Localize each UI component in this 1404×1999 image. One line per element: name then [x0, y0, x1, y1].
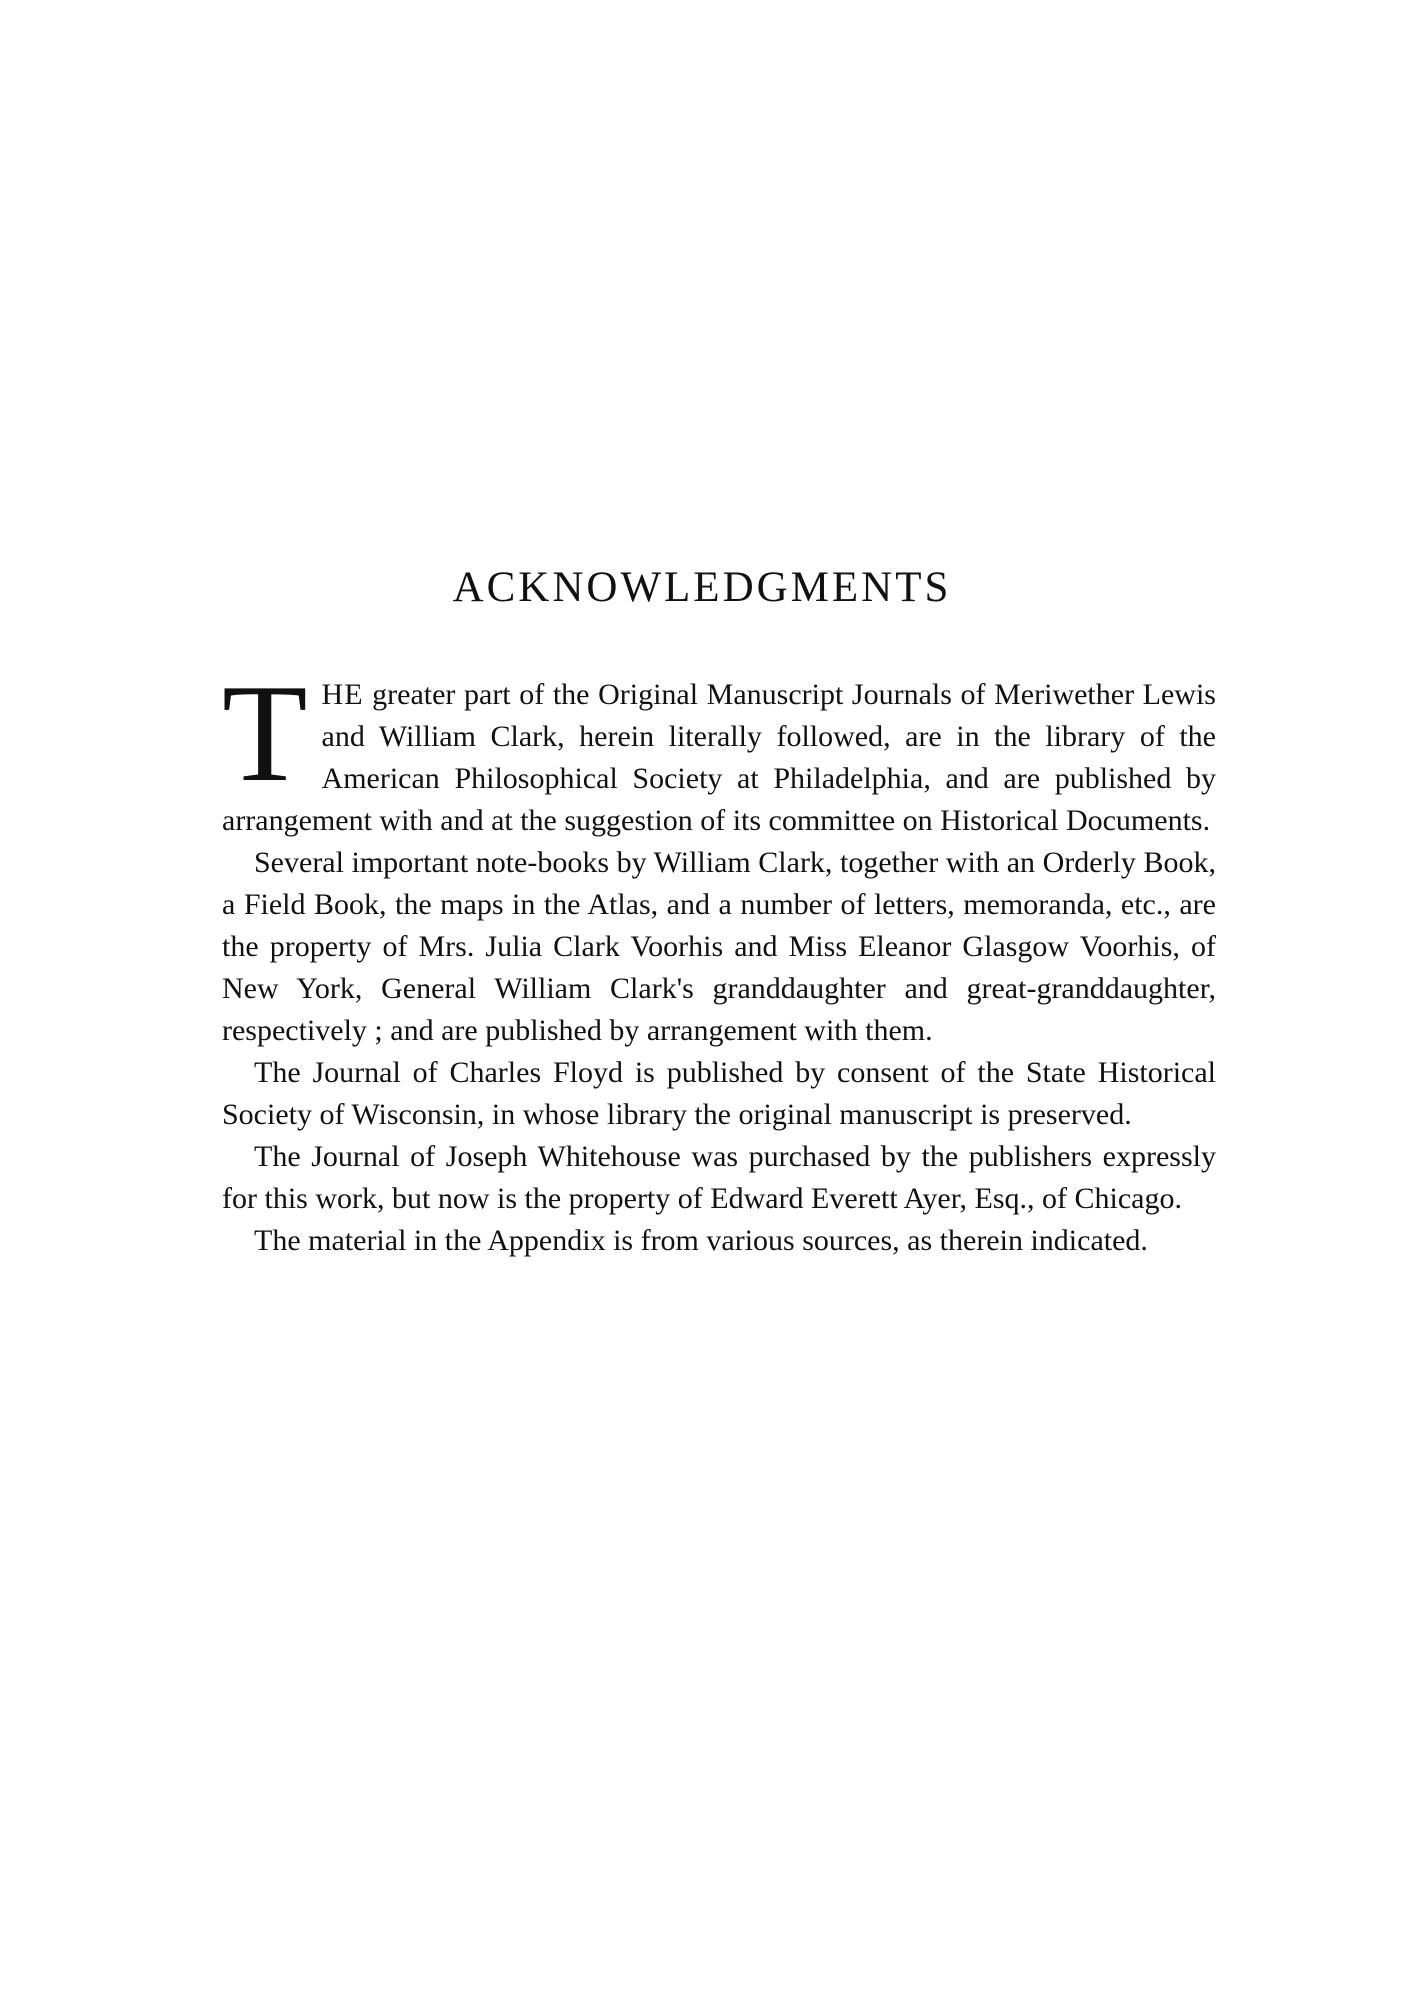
- acknowledgments-body: [222, 656, 1216, 1262]
- drop-cap: T: [222, 656, 308, 811]
- page-title: ACKNOWLEDGMENTS: [452, 564, 952, 611]
- paragraph-text: greater part of the Original Manuscript Journals of Meriwether Lewis and William Clark, herein literally followed, are in the library of the American Philosophical Society at Philadelphia, and are published by arrangement with and at the suggestion of its committee on Historical Documents.: [222, 678, 1216, 837]
- paragraph-4: The Journal of Joseph Whitehouse was purchased by the publishers expressly for this work, but now is the property of Edward Everett Ayer, Esq., of Chicago.: [222, 1140, 1216, 1215]
- paragraph-lead: HE: [321, 678, 364, 711]
- paragraph-2: Several important note-books by William Clark, together with an Orderly Book, a Field Book, the maps in the Atlas, and a number of letters, memoranda, etc., are the property of Mrs. Julia Clark Voorhis and Miss Eleanor Glasgow Voorhis, of New York, General William Clark's granddaughter and great-granddaughter, respectively ; and are published by arrangement with them.: [222, 846, 1216, 1047]
- paragraph-3: The Journal of Charles Floyd is published by consent of the State Historical Society of Wisconsin, in whose library the original manuscript is preserved.: [222, 1056, 1216, 1131]
- paragraph-1: [222, 656, 1216, 842]
- paragraph-5: The material in the Appendix is from various sources, as therein indicated.: [254, 1224, 1148, 1257]
